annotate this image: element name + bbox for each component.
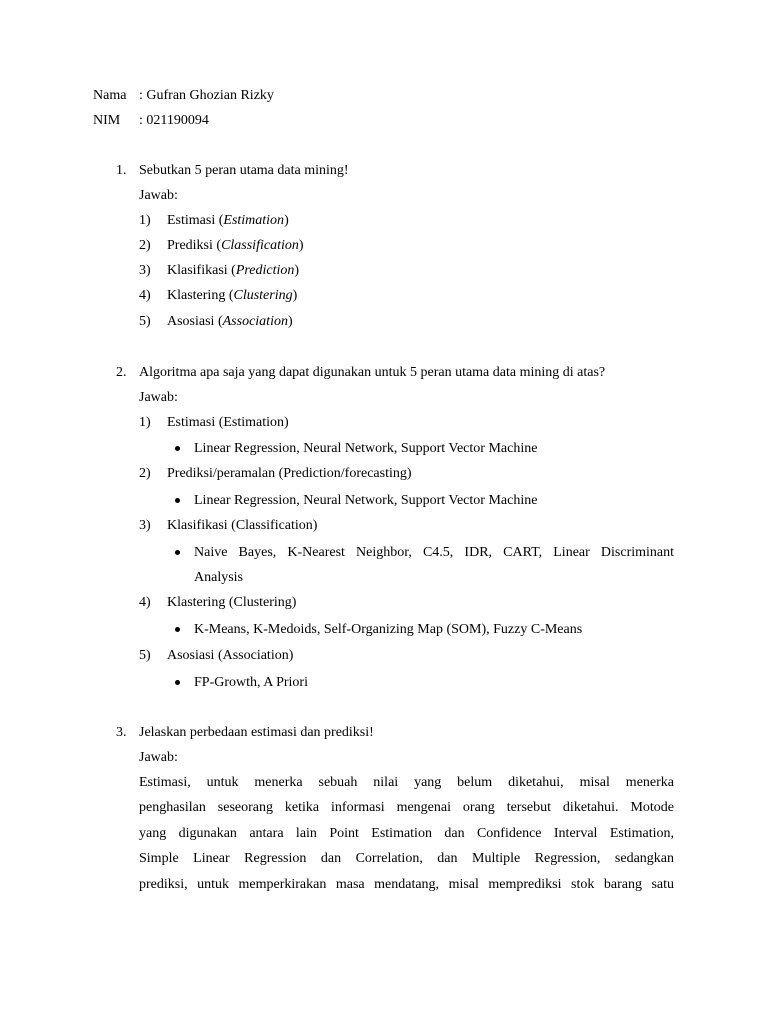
- q1-number: 1.: [116, 163, 127, 178]
- q3-number: 3.: [116, 725, 127, 740]
- q1-question: Sebutkan 5 peran utama data mining!: [139, 163, 349, 178]
- q1-item-text: Prediksi (Classification): [167, 238, 304, 253]
- q3-answer-line: penghasilan seseorang ketika informasi mengenai orang tersebut diketahui. Motode: [139, 800, 674, 815]
- bullet-icon: [175, 550, 180, 555]
- q2-bullet-text-continued: Analysis: [194, 570, 243, 585]
- q2-question: Algoritma apa saja yang dapat digunakan untuk 5 peran utama data mining di atas?: [139, 365, 606, 380]
- q2-number: 2.: [116, 365, 127, 380]
- q1-item-text: Asosiasi (Association): [167, 314, 293, 329]
- bullet-icon: [175, 498, 180, 503]
- q2-bullet-text: FP-Growth, A Priori: [194, 675, 308, 690]
- q2-item-number: 3): [139, 518, 151, 533]
- q2-item-text: Klastering (Clustering): [167, 595, 297, 610]
- q1-item-number: 1): [139, 213, 151, 228]
- q3-answer-line: Estimasi, untuk menerka sebuah nilai yang belum diketahui, misal menerka: [139, 775, 674, 790]
- q2-bullet-text: Naive Bayes, K-Nearest Neighbor, C4.5, IDR, CART, Linear Discriminant: [194, 545, 674, 560]
- nim-label: NIM: [93, 113, 121, 128]
- q2-item-text: Estimasi (Estimation): [167, 415, 289, 430]
- q2-item-number: 5): [139, 648, 151, 663]
- bullet-icon: [175, 627, 180, 632]
- nama-label: Nama: [93, 88, 127, 103]
- q1-item-number: 2): [139, 238, 151, 253]
- q2-item-number: 2): [139, 466, 151, 481]
- q2-item-number: 1): [139, 415, 151, 430]
- q1-item-text: Klasifikasi (Prediction): [167, 263, 300, 278]
- q1-answer-label: Jawab:: [139, 188, 178, 203]
- bullet-icon: [175, 680, 180, 685]
- nama-value: : Gufran Ghozian Rizky: [139, 88, 274, 103]
- q1-item-text: Klastering (Clustering): [167, 288, 298, 303]
- q3-answer-line: Simple Linear Regression dan Correlation, dan Multiple Regression, sedangkan: [139, 851, 674, 866]
- q2-bullet-text: Linear Regression, Neural Network, Support Vector Machine: [194, 493, 538, 508]
- q2-item-text: Prediksi/peramalan (Prediction/forecasting): [167, 466, 412, 481]
- bullet-icon: [175, 446, 180, 451]
- q2-bullet-text: K-Means, K-Medoids, Self-Organizing Map (SOM), Fuzzy C-Means: [194, 622, 583, 637]
- q1-item-number: 4): [139, 288, 151, 303]
- q1-item-number: 5): [139, 314, 151, 329]
- q3-answer-line: yang digunakan antara lain Point Estimation dan Confidence Interval Estimation,: [139, 826, 674, 841]
- nim-value: : 021190094: [139, 113, 209, 128]
- q2-item-text: Asosiasi (Association): [167, 648, 294, 663]
- q2-item-text: Klasifikasi (Classification): [167, 518, 318, 533]
- q3-question: Jelaskan perbedaan estimasi dan prediksi!: [139, 725, 374, 740]
- q1-item-text: Estimasi (Estimation): [167, 213, 289, 228]
- q3-answer-line: prediksi, untuk memperkirakan masa mendatang, misal memprediksi stok barang satu: [139, 877, 674, 892]
- q2-item-number: 4): [139, 595, 151, 610]
- q3-answer-label: Jawab:: [139, 750, 178, 765]
- q2-bullet-text: Linear Regression, Neural Network, Support Vector Machine: [194, 441, 538, 456]
- q2-answer-label: Jawab:: [139, 390, 178, 405]
- q1-item-number: 3): [139, 263, 151, 278]
